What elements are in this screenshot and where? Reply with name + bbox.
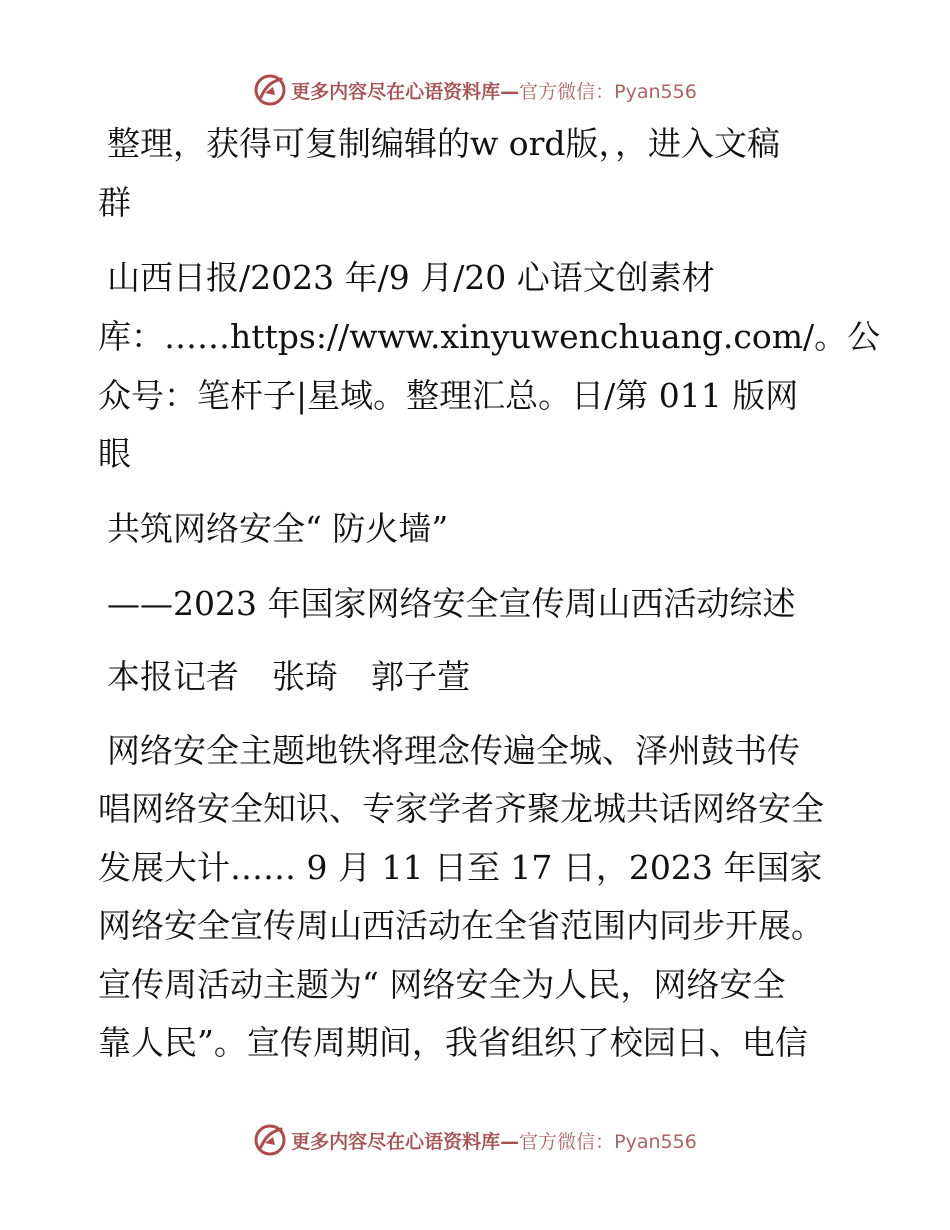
article-title: 共筑网络安全“ 防火墙”: [107, 509, 449, 548]
paragraph-line: 群: [98, 183, 131, 222]
paragraph-line: 眼: [98, 434, 131, 473]
header-banner-wechat: 官方微信：Pyan556: [519, 80, 697, 103]
paragraph-line: 靠人民”。宣传周期间，我省组织了校园日、电信: [98, 1023, 808, 1062]
header-banner: [0, 70, 950, 110]
paragraph-line: 网络安全宣传周山西活动在全省范围内同步开展。: [98, 906, 824, 945]
paragraph-line: 整理，获得可复制编辑的w ord版，，进入文稿: [107, 124, 781, 163]
brush-stroke-logo-icon: [253, 1123, 287, 1157]
brush-stroke-logo-icon: [253, 73, 287, 107]
paragraph-line: 山西日报/2023 年/9 月/20 心语文创素材: [107, 258, 715, 297]
footer-banner-wechat: 官方微信：Pyan556: [519, 1130, 697, 1153]
article-byline: 本报记者 张琦 郭子萱: [107, 657, 470, 696]
paragraph-line: 唱网络安全知识、专家学者齐聚龙城共话网络安全: [98, 789, 824, 828]
paragraph-line: 发展大计…… 9 月 11 日至 17 日，2023 年国家: [98, 848, 823, 887]
footer-banner-text: 更多内容尽在心语资料库—: [291, 1130, 520, 1153]
header-banner-text: 更多内容尽在心语资料库—: [291, 80, 520, 103]
paragraph-line: 网络安全主题地铁将理念传遍全城、泽州鼓书传: [107, 731, 800, 770]
paragraph-line: 库：……https://www.xinyuwenchuang.com/。公: [98, 317, 881, 356]
paragraph-line: 宣传周活动主题为“ 网络安全为人民，网络安全: [98, 965, 786, 1004]
article-subtitle: ——2023 年国家网络安全宣传周山西活动综述: [107, 584, 796, 623]
footer-banner: [0, 1120, 950, 1160]
paragraph-line: 众号：笔杆子|星域。整理汇总。日/第 011 版网: [98, 376, 799, 415]
